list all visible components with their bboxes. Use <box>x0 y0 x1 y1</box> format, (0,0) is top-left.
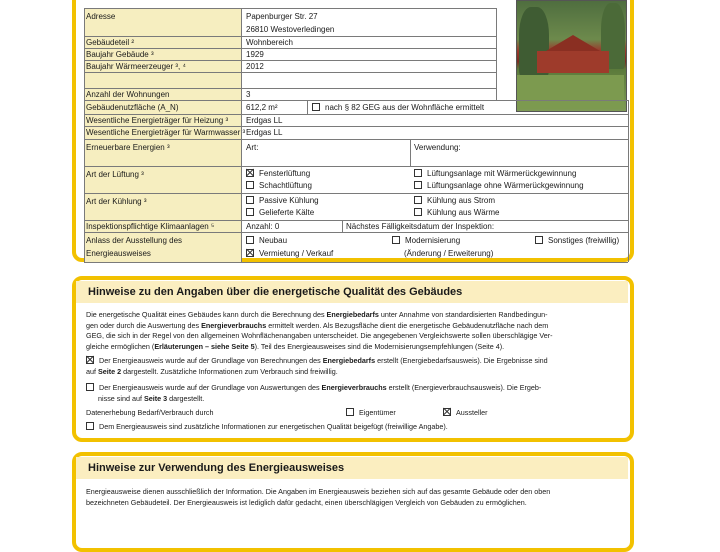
units-label: Anzahl der Wohnungen <box>86 90 170 99</box>
consumption-checkbox[interactable] <box>86 383 94 391</box>
reason-label-1: Anlass der Ausstellung des <box>86 236 183 245</box>
reason-opt3-checkbox[interactable] <box>392 236 400 244</box>
reason-opt2[interactable]: Vermietung / Verkauf <box>246 248 333 259</box>
demand-checkbox[interactable] <box>86 356 94 364</box>
ac-count: Anzahl: 0 <box>246 222 280 231</box>
cooling-opt3-checkbox[interactable] <box>414 196 422 204</box>
reason-opt2-checkbox[interactable] <box>246 249 254 257</box>
quality-option-additional[interactable]: Dem Energieausweis sind zusätzliche Informationen zur energetischen Qualität beigefügt (freiwillige Angabe). <box>86 421 448 432</box>
data-owner-option[interactable]: Eigentümer <box>346 407 396 418</box>
data-issuer-option[interactable]: Aussteller <box>443 407 488 418</box>
ventilation-opt4-checkbox[interactable] <box>414 181 422 189</box>
issuer-checkbox[interactable] <box>443 408 451 416</box>
building-part-value: Wohnbereich <box>246 38 293 47</box>
reason-opt3[interactable]: Modernisierung <box>392 235 460 246</box>
cooling-opt1-checkbox[interactable] <box>246 196 254 204</box>
renewables-label: Erneuerbare Energien ³ <box>86 143 170 152</box>
ventilation-opt2[interactable]: Schachtlüftung <box>246 180 312 191</box>
reason-opt1-checkbox[interactable] <box>246 236 254 244</box>
ventilation-opt1[interactable]: Fensterlüftung <box>246 168 310 179</box>
reason-opt3b: (Änderung / Erweiterung) <box>404 249 494 258</box>
area-label: Gebäudenutzfläche (A_N) <box>86 103 179 112</box>
quality-option-demand[interactable]: Der Energieausweis wurde auf der Grundlage von Berechnungen des Energiebedarfs erstellt (Energiebedarfsausweis). Die Ergebnisse sind auf Seite 2 dargestellt. Zusätzliche Informationen zum Verbrauch sind freiwillig. <box>86 356 548 376</box>
address-label: Adresse <box>86 12 116 21</box>
ventilation-opt1-checkbox[interactable] <box>246 169 254 177</box>
building-part-label: Gebäudeteil ² <box>86 38 135 47</box>
quality-section-title: Hinweise zu den Angaben über die energetische Qualität des Gebäudes <box>76 281 628 303</box>
usage-paragraph: Energieausweise dienen ausschließlich der Information. Die Angaben im Energieausweis beziehen sich auf das gesamte Gebäude oder den oben bezeichneten Gebäudeteil. Der Energieausweis ist lediglich dafür gedacht, einen überschlägigen Vergleich von Gebäuden zu ermöglichen. <box>86 487 551 507</box>
reason-label-2: Energieausweises <box>86 249 151 258</box>
cooling-opt1[interactable]: Passive Kühlung <box>246 195 319 206</box>
area-option[interactable]: nach § 82 GEG aus der Wohnfläche ermittelt <box>312 102 484 113</box>
quality-option-consumption[interactable]: Der Energieausweis wurde auf der Grundlage von Auswertungen des Energieverbrauchs erstellt (Energieverbrauchsausweis). Die Ergeb- nisse sind auf Seite 3 dargestellt. <box>86 383 622 404</box>
cooling-opt2-checkbox[interactable] <box>246 208 254 216</box>
ventilation-opt2-checkbox[interactable] <box>246 181 254 189</box>
renewables-kind-label: Art: <box>246 143 259 152</box>
renewables-use-label: Verwendung: <box>414 143 461 152</box>
usage-section-title: Hinweise zur Verwendung des Energieausweises <box>76 457 628 479</box>
units-value: 3 <box>246 90 251 99</box>
address-line1: Papenburger Str. 27 <box>246 12 318 21</box>
cooling-opt3[interactable]: Kühlung aus Strom <box>414 195 495 206</box>
hotwater-label: Wesentliche Energieträger für Warmwasser ³ <box>86 128 246 137</box>
year-heater-label: Baujahr Wärmeerzeuger ³, ⁴ <box>86 62 186 71</box>
cooling-opt2[interactable]: Gelieferte Kälte <box>246 207 314 218</box>
address-line2: 26810 Westoverledingen <box>246 25 335 34</box>
area-value: 612,2 m² <box>246 103 278 112</box>
cooling-opt4[interactable]: Kühlung aus Wärme <box>414 207 499 218</box>
ventilation-opt3-checkbox[interactable] <box>414 169 422 177</box>
additional-checkbox[interactable] <box>86 422 94 430</box>
data-collection-label: Datenerhebung Bedarf/Verbrauch durch <box>86 408 214 417</box>
year-building-value: 1929 <box>246 50 264 59</box>
heating-value: Erdgas LL <box>246 116 283 125</box>
ventilation-opt4[interactable]: Lüftungsanlage ohne Wärmerückgewinnung <box>414 180 584 191</box>
owner-checkbox[interactable] <box>346 408 354 416</box>
ventilation-opt3[interactable]: Lüftungsanlage mit Wärmerückgewinnung <box>414 168 576 179</box>
quality-paragraph: Die energetische Qualität eines Gebäudes kann durch die Berechnung des Energiebedarfs unter Annahme von standardisierten Randbedingun- gen oder durch die Auswertung des Energieverbrauchs ermittelt werden. Als Bezugsfläche dient die energetische Gebäudenutzfläche nach dem GEG, die sich in der Regel von den allgemeinen Wohnflächenangaben unterscheidet. Die angegebenen Vergleichswerte sollen überschlägige Ver- gleiche ermöglichen (Erläuterungen – siehe Seite 5). Teil des Energieausweises sind die Modernisierungsempfehlungen (Seite 4). <box>86 310 553 351</box>
cooling-opt4-checkbox[interactable] <box>414 208 422 216</box>
year-building-label: Baujahr Gebäude ³ <box>86 50 154 59</box>
ac-label: Inspektionspflichtige Klimaanlagen ⁵ <box>86 222 215 231</box>
cooling-label: Art der Kühlung ³ <box>86 197 147 206</box>
reason-opt1[interactable]: Neubau <box>246 235 287 246</box>
building-photo <box>516 0 627 112</box>
year-heater-value: 2012 <box>246 62 264 71</box>
ac-next-inspection: Nächstes Fälligkeitsdatum der Inspektion: <box>346 222 495 231</box>
reason-opt4-checkbox[interactable] <box>535 236 543 244</box>
ventilation-label: Art der Lüftung ³ <box>86 170 144 179</box>
reason-opt4[interactable]: Sonstiges (freiwillig) <box>535 235 619 246</box>
hotwater-value: Erdgas LL <box>246 128 283 137</box>
heating-label: Wesentliche Energieträger für Heizung ³ <box>86 116 229 125</box>
area-option-checkbox[interactable] <box>312 103 320 111</box>
